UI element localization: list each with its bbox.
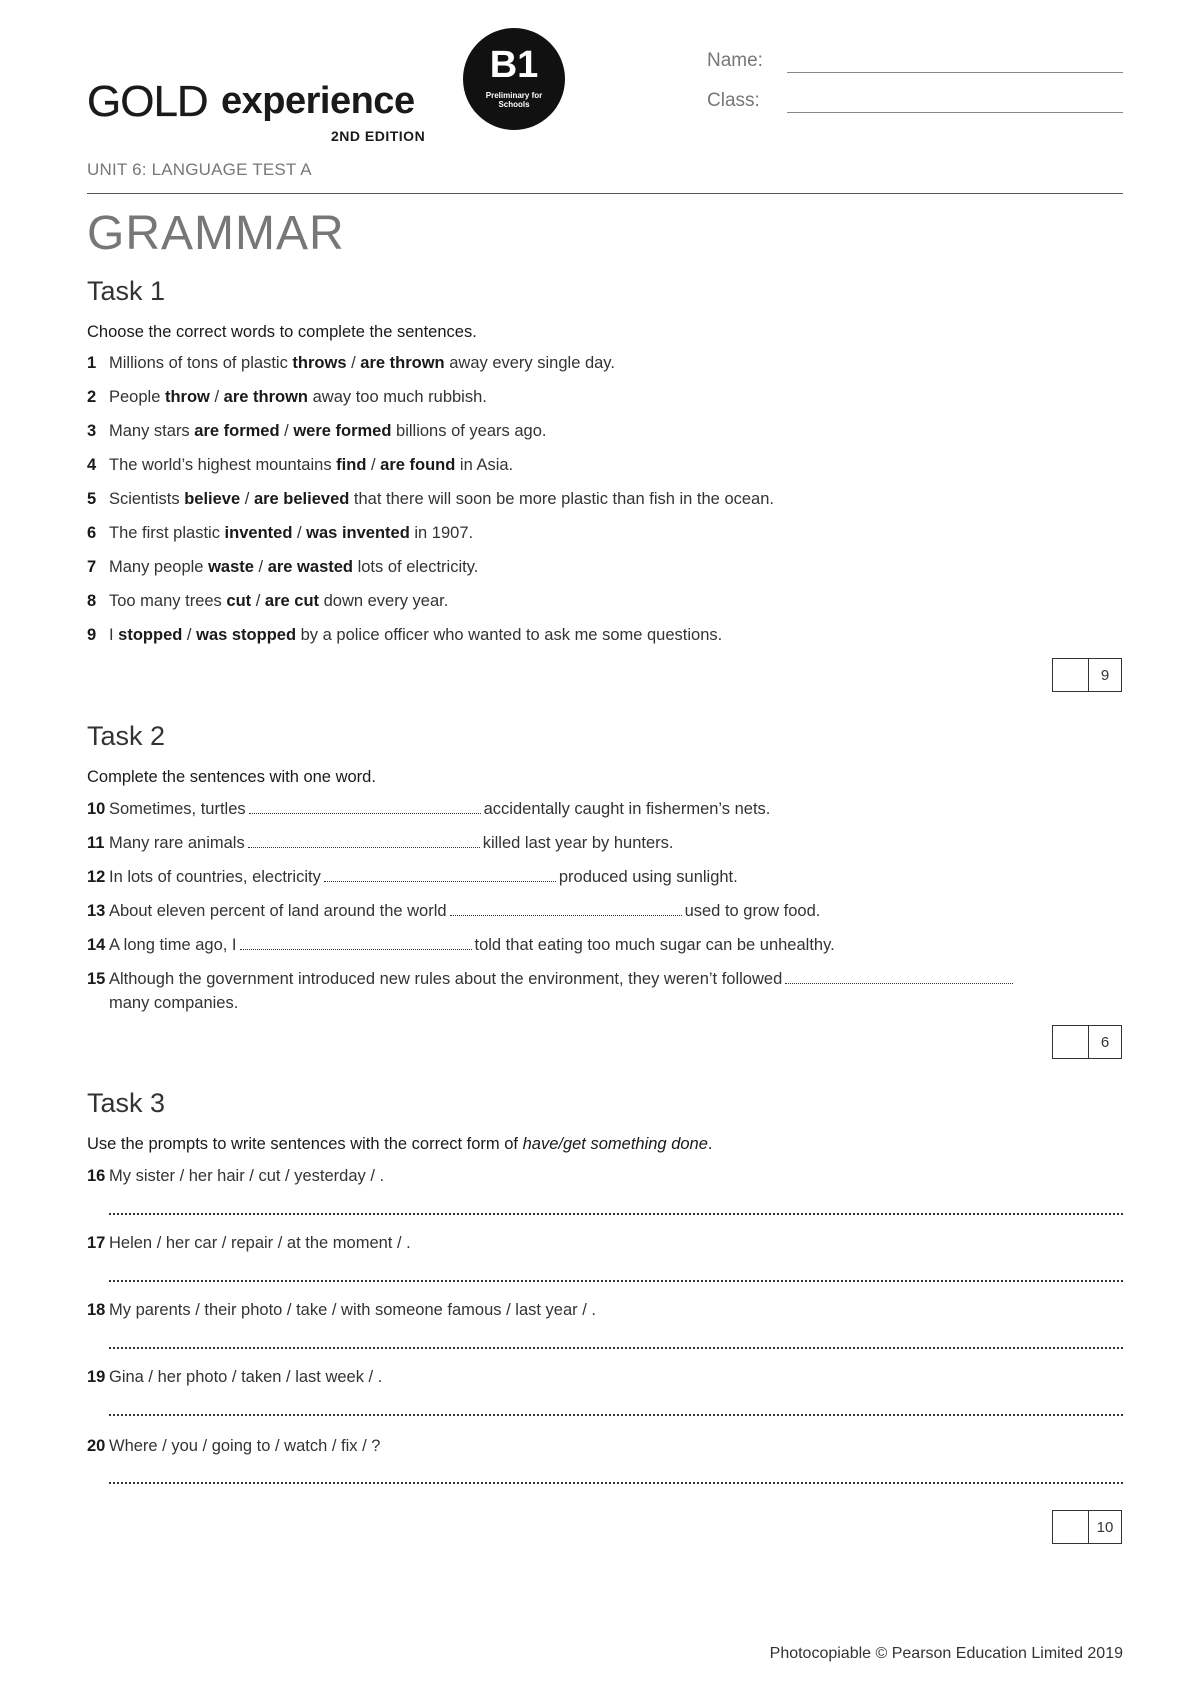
gold-experience-logo [87,28,587,144]
item-number: 11 [87,834,105,852]
name-field[interactable] [707,50,1123,80]
option-2[interactable]: are found [380,456,456,474]
item-text: About eleven percent of land around the world [109,902,447,920]
task2-item [87,835,1123,852]
item-number: 20 [87,1437,106,1455]
task3-item [87,1369,1123,1386]
task1-instruction: Choose the correct words to complete the sentences. [87,323,477,341]
item-prompt: My sister / her hair / cut / yesterday / . [109,1167,385,1185]
item-text: lots of electricity. [353,558,479,576]
item-number: 6 [87,524,97,542]
score-input[interactable] [1053,1511,1089,1543]
level-badge-subtitle: Preliminary for Schools [485,91,543,109]
task2-instruction: Complete the sentences with one word. [87,768,376,786]
item-text: away too much rubbish. [308,388,487,406]
option-1[interactable]: find [336,456,367,474]
item-text: by a police officer who wanted to ask me some questions. [296,626,723,644]
class-field[interactable] [707,90,1123,120]
item-number: 4 [87,456,97,474]
item-text: The world’s highest mountains [109,456,337,474]
item-prompt: My parents / their photo / take / with someone famous / last year / . [109,1301,596,1319]
task1-item: 5 Scientists believe / are believed that there will soon be more plastic than fish in the ocean. [87,490,774,508]
answer-line[interactable] [109,1280,1123,1282]
item-text: in 1907. [409,524,474,542]
logo-experience-text: experience [221,80,415,122]
task1-item: 6 The first plastic invented / was invented in 1907. [87,524,474,542]
max-score: 6 [1100,1034,1110,1051]
item-number: 1 [87,354,97,372]
answer-gap[interactable] [249,801,481,814]
max-score: 10 [1096,1519,1114,1536]
task3-heading: Task 3 [87,1088,166,1118]
item-text: billions of years ago. [391,422,547,440]
item-text: Many people [109,558,209,576]
answer-gap[interactable] [324,869,556,882]
answer-line[interactable] [109,1482,1123,1484]
item-number: 2 [87,388,97,406]
item-number: 10 [87,800,106,818]
logo-gold-text: GOLD [87,77,208,126]
header-divider [87,193,1123,194]
task1-score-box [1052,658,1122,692]
item-prompt: Helen / her car / repair / at the moment / . [109,1234,411,1252]
item-text: Scientists [109,490,185,508]
item-number: 7 [87,558,97,576]
item-text: Although the government introduced new rules about the environment, they weren’t followed [109,970,783,988]
task3-instruction [87,1136,713,1153]
task1-item: 7 Many people waste / are wasted lots of electricity. [87,558,479,576]
task1-item: 8 Too many trees cut / are cut down every year. [87,592,449,610]
instruction-emphasis: have/get something done [522,1135,708,1153]
item-text: in Asia. [455,456,514,474]
item-number: 9 [87,626,97,644]
task2-item [87,971,1123,988]
score-input[interactable] [1053,1026,1089,1058]
option-1[interactable]: believe [184,490,241,508]
option-1[interactable]: cut [226,592,252,610]
item-text: away every single day. [444,354,615,372]
task3-item [87,1235,1123,1252]
task3-score-box [1052,1510,1122,1544]
task3-item [87,1302,1123,1319]
class-label: Class: [707,90,760,111]
item-text: People [109,388,165,406]
task2-item [87,801,1123,818]
item-number: 13 [87,902,106,920]
task1-item: 1 Millions of tons of plastic throws / are thrown away every single day. [87,354,615,372]
task1-heading: Task 1 [87,276,166,306]
answer-gap[interactable] [785,971,1013,984]
task1-item: 2 People throw / are thrown away too much rubbish. [87,388,487,406]
item-text: told that eating too much sugar can be unhealthy. [474,936,835,954]
worksheet-page [87,0,1123,1696]
unit-heading: UNIT 6: LANGUAGE TEST A [87,160,312,179]
task3-item [87,1168,1123,1185]
item-number: 17 [87,1234,106,1252]
item-number: 5 [87,490,97,508]
max-score: 9 [1100,667,1110,684]
answer-line[interactable] [109,1347,1123,1349]
item-text: Many rare animals [109,834,245,852]
instruction-text: . [707,1135,713,1153]
item-text: produced using sunlight. [558,868,738,886]
item-prompt: Gina / her photo / taken / last week / . [109,1368,383,1386]
task2-item-continuation: many companies. [109,994,239,1012]
option-2[interactable]: are believed [253,490,350,508]
task2-item [87,903,1123,920]
task2-item [87,869,1123,886]
item-text: down every year. [319,592,449,610]
option-2[interactable]: was invented [306,524,410,542]
task1-item: 4 The world’s highest mountains find / are found in Asia. [87,456,514,474]
answer-gap[interactable] [240,937,472,950]
item-text: killed last year by hunters. [482,834,674,852]
name-label: Name: [707,50,763,71]
copyright-footer: Photocopiable © Pearson Education Limited 2019 [769,1645,1123,1662]
option-2[interactable]: are thrown [360,354,445,372]
item-text: Too many trees [109,592,227,610]
item-text: Many stars [109,422,195,440]
option-2[interactable]: are cut [264,592,320,610]
task1-item: 9 I stopped / was stopped by a police officer who wanted to ask me some questions. [87,626,723,644]
item-number: 14 [87,936,106,954]
option-2[interactable]: were formed [293,422,392,440]
item-text: In lots of countries, electricity [109,868,321,886]
item-text: that there will soon be more plastic than fish in the ocean. [349,490,774,508]
option-1[interactable]: invented [224,524,293,542]
answer-gap[interactable] [248,835,480,848]
class-write-line[interactable] [787,112,1123,113]
option-1[interactable]: waste [208,558,254,576]
item-number: 19 [87,1368,106,1386]
level-badge-level: B1 [489,44,539,86]
option-2[interactable]: are wasted [267,558,353,576]
item-text: The first plastic [109,524,225,542]
option-1[interactable]: are formed [194,422,280,440]
logo-edition-text: 2ND EDITION [331,128,426,144]
item-text: Millions of tons of plastic [109,354,293,372]
answer-line[interactable] [109,1213,1123,1215]
item-number: 15 [87,970,106,988]
task2-heading: Task 2 [87,721,166,751]
item-number: 16 [87,1167,106,1185]
item-number: 18 [87,1301,106,1319]
item-text: accidentally caught in fishermen’s nets. [483,800,771,818]
item-text: Sometimes, turtles [109,800,246,818]
name-write-line[interactable] [787,72,1123,73]
answer-line[interactable] [109,1414,1123,1416]
item-prompt: Where / you / going to / watch / fix / ? [109,1437,381,1455]
task3-item [87,1438,1123,1455]
item-text: A long time ago, I [109,936,237,954]
score-input[interactable] [1053,659,1089,691]
item-number: 3 [87,422,97,440]
option-1[interactable]: throw [164,388,210,406]
answer-gap[interactable] [450,903,682,916]
task1-item: 3 Many stars are formed / were formed billions of years ago. [87,422,547,440]
instruction-text: Use the prompts to write sentences with the correct form of [87,1135,523,1153]
task2-score-box [1052,1025,1122,1059]
option-2[interactable]: are thrown [223,388,309,406]
item-number: 8 [87,592,97,610]
item-text: I [109,626,119,644]
item-text: used to grow food. [684,902,821,920]
section-title: GRAMMAR [87,207,345,260]
level-badge [463,28,565,130]
option-1[interactable]: throws [292,354,347,372]
item-number: 12 [87,868,106,886]
option-1[interactable]: stopped [118,626,183,644]
option-2[interactable]: was stopped [196,626,297,644]
task2-item [87,937,1123,954]
